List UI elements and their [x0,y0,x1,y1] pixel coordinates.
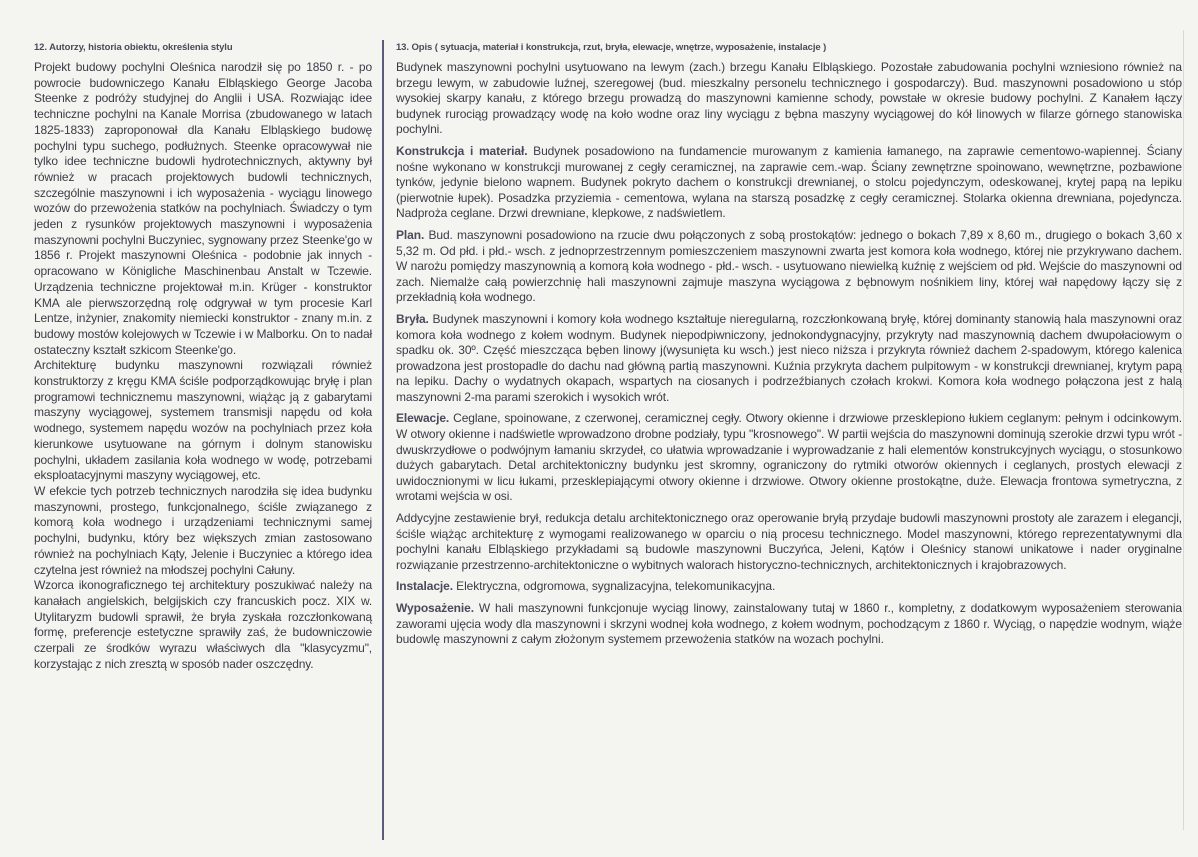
paragraph-body: Addycyjne zestawienie brył, redukcja detalu architektonicznego oraz operowanie bryłą przydaje budowli maszynowni prostoty ale zarazem i elegancji, ściśle wiążąc architekturę z wymogami realizowanego w oparciu o nią procesu technicznego. Model maszynowni, którego reprezentatywnymi dla pochylni kanału Elbląskiego przykładami są budowle maszynowni Buczyńca, Jeleni, Kątów i Oleśnicy stanowi unikatowe i nader oryginalne rozwiązanie przestrzenno-architektoniczne o wybitnych walorach historyczno-technicznych, architektonicznych i krajobrazowych. [396,511,1182,572]
paragraph-lead: Instalacje. [396,579,453,594]
page-edge [1183,30,1184,830]
right-column [396,42,1182,822]
summary-paragraph [396,511,1182,573]
paragraph-lead: Konstrukcja i materiał. [396,143,528,158]
left-paragraph: Projekt budowy pochylni Oleśnica narodził się po 1850 r. - po powrocie budowniczego Kanału Elbląskiego George Jacoba Steenke z podróży studyjnej do Anglii i USA. Rozwiając idee techniczne pochylni na Kanale Morrisa (zbudowanego w latach 1825-1833) zaproponował dla Kanału Elbląskiego budowę pochylni typu suchego, podłużnych. Steenke opracowywał nie tylko idee techniczne budowli hydrotechnicznych, aktywny był również w pracach projektowych budowli technicznych, szczególnie maszynowni i ich wyposażenia - wyciągu linowego wozów do przewożenia statków na pochylniach. Świadczy o tym jeden z rysunków projektowych maszynowni i wyposażenia maszynowni pochylni Buczyniec, sygnowany przez Steenke'go w 1856 r. Projekt maszynowni Oleśnica - podobnie jak innych - opracowano w Königliche Maschinenbau Anstalt w Tczewie. Urządzenia techniczne projektował m.in. Krüger - konstruktor KMA ale pierwszorzędną rolę odgrywał w tym procesie Karl Lentze, inżynier, znakomity niemiecki konstruktor - znany m.in. z budowy mostów kolejowych w Tczewie i w Malborku. On to nadał ostateczny kształt szkicom Steenke'go. [34,60,372,357]
paragraph-lead: Plan. [396,227,425,242]
paragraph-lead: Elewacje. [396,411,450,426]
paragraph-body: Budynek maszynowni i komory koła wodnego kształtuje nieregularną, rozczłonkowaną bryłę, której dominanty stanowią hala maszynowni oraz komora koła wodnego z kołem wodnym. Budynek niepodpiwniczony, jednokondygnacyjny, przykryty nad maszynownią dachem dwupołaciowym o spadku ok. 30º. Część mieszcząca bęben linowy j(wysunięta ku wsch.) jest nieco niższa i przykryta również dachem 2-spadowym, którego kalenica prowadzona jest prostopadle do dachu nad główną partią maszynowni. Kuźnia przykryta dachem pulpitowym - w konstrukcji drewnianej, krytym papą na lepiku. Dachy o wydatnych okapach, wspartych na ciosanych i podrzeźbianych czołach krokwi. Komora koła wodnego połączona jest z halą maszynowni 2-ma parami szerokich i wysokich wrót. [396,311,1182,404]
left-column [34,42,372,832]
elevations-paragraph [396,411,1182,505]
section-heading-12: 12. Autorzy, historia obiektu, określenia stylu [34,42,233,53]
column-divider [382,40,384,840]
right-body-text [396,60,1182,648]
construction-paragraph [396,144,1182,222]
left-paragraph: Wzorca ikonograficznego tej architektury poszukiwać należy na kanałach angielskich, belgijskich czy francuskich pocz. XIX w. Utylitaryzm budowli sprawił, że bryła zyskała rozczłonkowaną formę, preferencje estetyczne sprawiły zaś, że budowniczowie czerpali ze środków wyrazu właściwych dla "klasycyzmu", korzystając z nich zresztą w sposób nader oszczędny. [34,578,372,671]
paragraph-body: Ceglane, spoinowane, z czerwonej, ceramicznej cegły. Otwory okienne i drzwiowe przesklepiono łukiem ceglanym: pełnym i odcinkowym. W otwory okienne i nadświetle wprowadzono drobne podziały, typu "krosnowego". W partii wejścia do maszynowni dominują szerokie drzwi typu wrót - dwuskrzydłowe o podwójnym łamaniu skrzydeł, co ułatwia wprowadzanie i wyprowadzanie z hali elementów konstrukcyjnych wyciągu, o stosunkowo dużych gabarytach. Detal architektoniczny budynku jest skromny, ograniczony do rytmiki otworów okiennych i ceglanych, prostych elewacji z uwidocznionymi w licu łukami, przesklepiającymi otwory okienne i drzwiowe. Otwory okienne prostokątne, duże. Elewacja frontowa symetryczna, z wrotami wejścia w osi. [396,411,1182,504]
left-body-text [34,60,372,672]
paragraph-body: W hali maszynowni funkcjonuje wyciąg linowy, zainstalowany tutaj w 1860 r., kompletny, z dodatkowym wyposażeniem sterowania zaworami ujęcia wody dla maszynowni i skrzyni wodnej koła wodnego, z kołem wodnym, pochodzącym z 1860 r. Wyciąg, o napędzie wodnym, wiąże budowlę maszynowni z całym złożonym systemem przewożenia statków na wozach pochylni. [396,601,1182,647]
paragraph-body: Elektryczna, odgromowa, sygnalizacyjna, telekomunikacyjna. [452,579,776,594]
paragraph-lead: Bryła. [396,311,429,326]
equipment-paragraph [396,601,1182,648]
paragraph-lead: Wyposażenie. [396,601,474,615]
paragraph-body: Bud. maszynowni posadowiono na rzucie dwu połączonych z sobą prostokątów: jednego o bokach 7,89 x 8,60 m., drugiego o bokach 3,60 x 5,32 m. Od płd. i płd.- wsch. z jednoprzestrzennym pomieszczeniem maszynowni zwarta jest komora koła wodnego, której nie przykrywano dachem. W narożu pomiędzy maszynownią a komorą koła wodnego - płd.- wsch. - usytuowano niewielką kuźnię z wejściem od płd. Wejście do maszynowni od zach. Niemalże całą powierzchnię hali maszynowni zajmuje maszyna wyciągowa z bębnowym nośnikiem liny, której wał napędowy łączy się z przekładnią koła wodnego. [396,227,1182,305]
description-paragraph [396,60,1182,138]
paragraph-body: Budynek posadowiono na fundamencie murowanym z kamienia łamanego, na zaprawie cementowo-wapiennej. Ściany nośne wykonano w konstrukcji murowanej z cegły ceramicznej, na zaprawie cem.-wap. Ściany zewnętrzne spoinowano, wewnętrzne, pozbawione tynków, jedynie bielono wapnem. Budynek pokryto dachem o konstrukcji drewnianej, o stolcu pojedynczym, odeskowanej, krytej papą na lepiku (pierwotnie łupek). Posadzka przyziemia - cementowa, wylana na starszą posadzkę z cegły ceramicznej. Stolarka okienna drewniana, pojedyncza. Nadproża ceglane. Drzwi drewniane, klepkowe, z nadświetlem. [396,143,1182,221]
left-paragraph: Architekturę budynku maszynowni rozwiązali również konstruktorzy z kręgu KMA ściśle podporządkowując bryłę i plan programowi technicznemu maszynowni, wiążąc ją z gabarytami maszyny wyciągowej, systemem transmisji napędu od koła wodnego, systemem napędu wozów na pochylniach przez koła kierunkowe usytuowane na górnym i dolnym stanowisku pochylni, układem zasilania koła wodnego w wodę, potrzebami eksploatacyjnymi maszyny wyciągowej, etc. [34,358,372,483]
paragraph-body: Budynek maszynowni pochylni usytuowano na lewym (zach.) brzegu Kanału Elbląskiego. Pozostałe zabudowania pochylni wzniesiono również na brzegu lewym, w zabudowie luźnej, szeregowej (bud. mieszkalny personelu technicznego i gospodarczy). Bud. maszynowni posadowiono u stóp wysokiej skarpy kanału, z którego brzegu prowadzą do maszynowni kamienne schody, powstałe w okresie budowy pochylni. Z Kanałem łączy budynek rurociąg prowadzący wodę na koło wodne oraz liny wyciągu z bębna maszyny wyciągowej do kół linowych w filarze górnego stanowiska pochylni. [396,60,1182,137]
massing-paragraph [396,312,1182,406]
installations-paragraph [396,579,1182,595]
section-heading-13: 13. Opis ( sytuacja, materiał i konstrukcja, rzut, bryła, elewacje, wnętrze, wyposażenie, instalacje ) [396,42,827,53]
plan-paragraph [396,228,1182,306]
left-paragraph: W efekcie tych potrzeb technicznych narodziła się idea budynku maszynowni, prostego, funkcjonalnego, ściśle związanego z komorą koła wodnego i urządzeniami technicznymi samej pochylni, budynku, który bez większych zmian zastosowano również na pochylniach Kąty, Jelenie i Buczyniec a którego idea czytelna jest również na młodszej pochylni Całuny. [34,483,372,577]
